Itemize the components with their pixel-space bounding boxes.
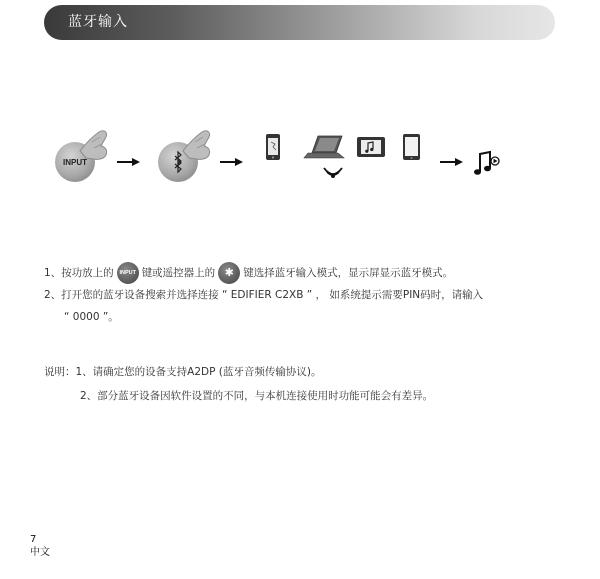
note-item: 1、请确定您的设备支持A2DP (蓝牙音频传输协议)。 [75, 366, 322, 378]
arrow-right-icon [117, 158, 140, 166]
page-language: 中文 [30, 547, 50, 558]
step-text: “ 0000 ”。 [64, 311, 119, 323]
input-button-text: INPUT [63, 158, 87, 167]
tablet-portrait-icon [403, 134, 420, 160]
note-item: 2、部分蓝牙设备因软件设置的不同，与本机连接使用时功能可能会有差异。 [80, 390, 434, 402]
phone-icon [266, 134, 280, 160]
note-line-2 [44, 384, 564, 408]
notes-label: 说明： [44, 366, 76, 378]
input-button-press-illustration [55, 131, 107, 182]
step-text: 键选择蓝牙输入模式，显示屏显示蓝牙模式。 [243, 267, 454, 279]
tablet-landscape-icon [357, 137, 385, 157]
note-line-1 [44, 360, 564, 384]
step-number: 2、 [44, 289, 62, 301]
laptop-icon [304, 136, 344, 158]
arrow-right-icon [220, 158, 243, 166]
step-text: 键或遥控器上的 [141, 267, 216, 279]
step-text: 按功放上的 [61, 267, 114, 279]
bluetooth-button-icon: ✱ [218, 262, 240, 284]
step-1 [44, 262, 564, 284]
instruction-steps [44, 262, 564, 328]
arrow-right-icon [440, 158, 463, 166]
step-text: 打开您的蓝牙设备搜索并选择连接 “ EDIFIER C2XB ” ， 如系统提示需要PIN码时，请输入 [61, 289, 484, 301]
bluetooth-button-press-illustration [158, 131, 210, 182]
step-2 [44, 284, 564, 306]
notes-section [44, 360, 564, 408]
input-button-icon: INPUT [117, 262, 139, 284]
step-2-continued [44, 306, 564, 328]
music-note-icon [474, 152, 499, 175]
page-footer [30, 533, 50, 559]
section-title: 蓝牙输入 [68, 14, 128, 30]
wireless-signal-icon [324, 168, 342, 178]
page-number: 7 [30, 534, 37, 545]
step-number: 1、 [44, 267, 62, 279]
